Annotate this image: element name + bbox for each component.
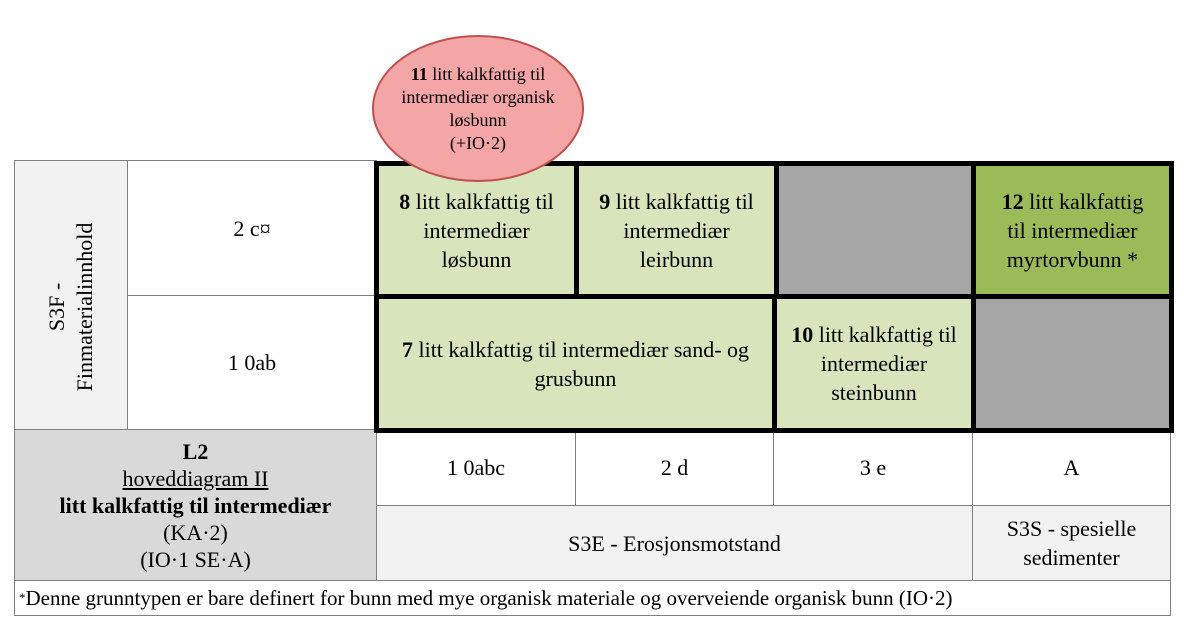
footnote <box>14 580 1171 616</box>
type-cell-9-number: 9 <box>599 188 611 214</box>
legend-io: (IO·1 SE·A) <box>140 546 251 572</box>
legend-box <box>14 429 377 581</box>
s3s-axis-label <box>972 505 1171 581</box>
type-cell-12-label: litt kalkfattig til intermediær myrtorvbunn * <box>1006 188 1144 272</box>
type-oval-11-number: 11 <box>410 63 428 84</box>
type-cell-8-number: 8 <box>399 188 411 214</box>
type-cell-12[interactable] <box>971 161 1174 299</box>
footnote-mark: * <box>19 590 26 605</box>
footnote-text: Denne grunntypen er bare definert for bunn med mye organisk materiale og overveiende organisk bunn (IO·2) <box>25 586 953 610</box>
type-cell-8-label: litt kalkfattig til intermediær løsbunn <box>410 188 554 272</box>
type-cell-8-text <box>387 187 566 274</box>
type-oval-11-code: (+IO·2) <box>449 132 507 153</box>
row-label-upper: 2 c¤ <box>127 160 377 296</box>
s3f-label-line2: Finmaterialinnhold <box>72 222 97 392</box>
type-cell-7[interactable] <box>374 294 777 433</box>
s3s-label-line2: sedimenter <box>1023 545 1120 570</box>
col-label-2: 2 d <box>575 429 774 506</box>
type-cell-9-text <box>589 187 764 274</box>
s3f-axis-label-cell <box>14 160 128 430</box>
s3s-label-line1: S3S - spesielle <box>1006 516 1137 541</box>
type-oval-11-text <box>396 63 560 132</box>
type-cell-9[interactable] <box>574 161 779 299</box>
legend-title: litt kalkfattig til intermediær <box>59 492 332 518</box>
type-cell-10-text <box>791 320 957 407</box>
type-oval-11-label: litt kalkfattig til intermediær organisk løsbunn <box>401 63 555 130</box>
col-label-3: 3 e <box>773 429 973 506</box>
type-oval-11[interactable] <box>372 35 584 182</box>
s3f-label-line1: S3F - <box>44 282 69 332</box>
legend-diagram-link[interactable]: hoveddiagram II <box>122 465 269 491</box>
type-cell-7-text <box>393 335 758 393</box>
empty-cell-lower <box>971 294 1174 433</box>
empty-cell-upper <box>774 161 976 299</box>
legend-ka: (KA·2) <box>163 519 228 545</box>
type-cell-7-number: 7 <box>401 336 413 362</box>
s3f-axis-label <box>46 182 96 432</box>
col-label-4: A <box>972 429 1171 506</box>
type-cell-10-number: 10 <box>791 322 814 347</box>
type-cell-10[interactable] <box>772 294 976 433</box>
legend-code: L2 <box>182 438 209 464</box>
type-cell-7-label: litt kalkfattig til intermediær sand- og grusbunn <box>412 336 750 391</box>
type-cell-12-text <box>994 187 1151 274</box>
type-cell-12-number: 12 <box>1001 188 1024 214</box>
s3e-axis-label: S3E - Erosjonsmotstand <box>376 505 973 581</box>
type-cell-9-label: litt kalkfattig til intermediær leirbunn <box>610 188 754 272</box>
row-label-lower: 1 0ab <box>127 295 377 430</box>
col-label-1: 1 0abc <box>376 429 576 506</box>
type-cell-10-label: litt kalkfattig til intermediær steinbunn <box>813 322 957 405</box>
